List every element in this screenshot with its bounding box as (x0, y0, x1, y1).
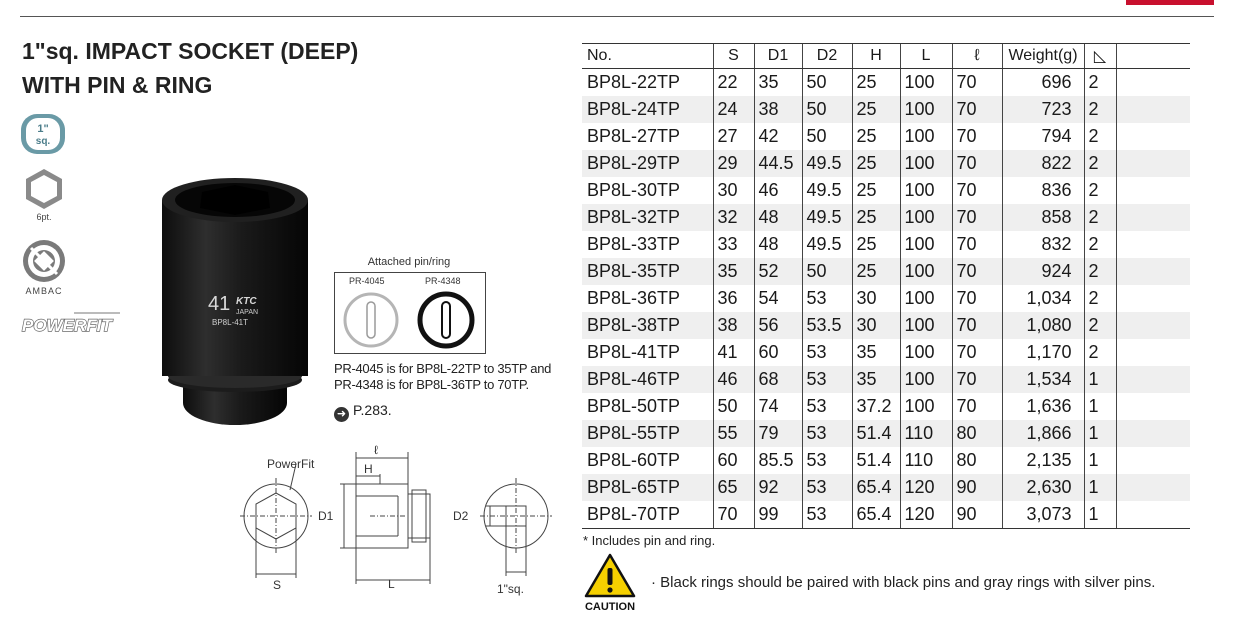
table-cell: 100 (900, 339, 952, 366)
blank-cell (1116, 150, 1190, 177)
table-cell: 35 (754, 69, 802, 97)
table-cell: 1 (1084, 420, 1116, 447)
table-cell: 3,073 (1002, 501, 1084, 529)
table-cell: 70 (952, 69, 1002, 97)
table-row (582, 69, 1190, 97)
blank-cell (1116, 312, 1190, 339)
table-cell: 80 (952, 447, 1002, 474)
table-cell: 80 (952, 420, 1002, 447)
table-cell: 100 (900, 231, 952, 258)
square-drive-icon (20, 113, 66, 155)
svg-text:sq.: sq. (35, 136, 51, 147)
table-cell: 70 (952, 258, 1002, 285)
table-cell: 70 (713, 501, 754, 529)
table-cell: 49.5 (802, 204, 852, 231)
dimension-diagram (230, 444, 560, 604)
model-number-cell: BP8L-33TP (587, 234, 681, 254)
model-number-cell: BP8L-29TP (582, 150, 713, 177)
table-cell: 56 (754, 312, 802, 339)
table-cell: 822 (1002, 150, 1084, 177)
model-number-cell: BP8L-27TP (587, 126, 681, 146)
table-cell: 42 (754, 123, 802, 150)
table-cell: 100 (900, 123, 952, 150)
table-cell: 1,034 (1002, 285, 1084, 312)
pin-ring-note (334, 361, 551, 393)
svg-text:1"sq.: 1"sq. (497, 582, 524, 596)
svg-text:CAUTION: CAUTION (584, 601, 636, 613)
blank-cell (1116, 123, 1190, 150)
table-cell: 49.5 (802, 150, 852, 177)
model-number-cell: BP8L-50TP (587, 396, 681, 416)
table-cell: 100 (900, 393, 952, 420)
table-cell: 33 (713, 231, 754, 258)
table-cell: 55 (713, 420, 754, 447)
blank-cell (1116, 285, 1190, 312)
table-cell: 30 (852, 312, 900, 339)
black-ring-icon (415, 290, 477, 350)
table-cell: 794 (1002, 123, 1084, 150)
model-number-cell: BP8L-41TP (587, 342, 681, 362)
table-cell: 2 (1084, 231, 1116, 258)
table-cell: 53 (802, 501, 852, 529)
table-cell: 85.5 (754, 447, 802, 474)
svg-text:BP8L-41T: BP8L-41T (212, 318, 249, 327)
table-row (582, 447, 1190, 474)
col-header: L (900, 44, 952, 69)
table-cell: 25 (852, 231, 900, 258)
pin-ring-title: Attached pin/ring (367, 256, 451, 268)
table-cell: 65.4 (852, 501, 900, 529)
table-cell: 924 (1002, 258, 1084, 285)
svg-text:D2: D2 (453, 509, 469, 523)
table-cell: 74 (754, 393, 802, 420)
table-cell: 1 (1084, 447, 1116, 474)
table-cell: 53 (802, 366, 852, 393)
table-cell: 35 (852, 366, 900, 393)
table-cell: 70 (952, 177, 1002, 204)
table-cell: 29 (713, 150, 754, 177)
table-cell: 70 (952, 123, 1002, 150)
svg-text:ℓ: ℓ (374, 444, 378, 457)
table-cell: 90 (952, 501, 1002, 529)
caution-text: · Black rings should be paired with black pins and gray rings with silver pins. (651, 574, 1156, 591)
table-cell: 2,630 (1002, 474, 1084, 501)
table-row (582, 123, 1190, 150)
svg-text:S: S (273, 578, 282, 592)
table-cell: 50 (802, 69, 852, 97)
table-cell: 49.5 (802, 231, 852, 258)
pin-ring-box (334, 272, 486, 354)
table-cell: 836 (1002, 177, 1084, 204)
table-cell: 32 (713, 204, 754, 231)
blank-cell (1116, 420, 1190, 447)
title-line-2: WITH PIN & RING (22, 72, 213, 98)
header-accent-bar (1126, 0, 1214, 5)
blank-cell (1116, 258, 1190, 285)
table-cell: 70 (952, 366, 1002, 393)
model-number-cell: BP8L-35TP (582, 258, 713, 285)
table-cell: 90 (952, 474, 1002, 501)
table-cell: 51.4 (852, 420, 900, 447)
table-cell: 70 (952, 339, 1002, 366)
table-cell: 120 (900, 501, 952, 529)
table-cell: 70 (952, 96, 1002, 123)
table-cell: 25 (852, 204, 900, 231)
table-cell: 100 (900, 366, 952, 393)
table-cell: 48 (754, 231, 802, 258)
table-cell: 70 (952, 150, 1002, 177)
table-cell: 100 (900, 177, 952, 204)
table-cell: 37.2 (852, 393, 900, 420)
arrow-right-icon: ➜ (334, 407, 349, 422)
table-row (582, 474, 1190, 501)
table-cell: 2 (1084, 339, 1116, 366)
table-cell: 100 (900, 258, 952, 285)
gray-ring-icon (340, 290, 402, 350)
table-cell: 723 (1002, 96, 1084, 123)
table-row (582, 393, 1190, 420)
title-line-1: 1"sq. IMPACT SOCKET (DEEP) (22, 38, 359, 64)
table-cell: 1,534 (1002, 366, 1084, 393)
table-cell: 92 (754, 474, 802, 501)
table-cell: 53 (802, 447, 852, 474)
table-cell: 100 (900, 285, 952, 312)
col-header: No. (582, 44, 713, 69)
pin-left-label: PR-4045 (349, 276, 385, 286)
table-cell: 25 (852, 258, 900, 285)
table-cell: 2 (1084, 204, 1116, 231)
col-header: Weight(g) (1002, 44, 1084, 69)
model-number-cell: BP8L-65TP (582, 474, 713, 501)
table-cell: 70 (952, 393, 1002, 420)
col-header: ℓ (952, 44, 1002, 69)
model-number-cell: BP8L-22TP (587, 72, 681, 92)
col-header: D1 (754, 44, 802, 69)
table-cell: 51.4 (852, 447, 900, 474)
table-cell: 41 (713, 339, 754, 366)
svg-text:1": 1" (37, 123, 49, 135)
table-cell: 2 (1084, 258, 1116, 285)
table-cell: 70 (952, 231, 1002, 258)
table-cell: 50 (802, 123, 852, 150)
table-cell: 25 (852, 69, 900, 97)
table-cell: 2 (1084, 123, 1116, 150)
table-cell: 53 (802, 474, 852, 501)
blank-cell (1116, 204, 1190, 231)
table-cell: 46 (754, 177, 802, 204)
col-header (1116, 44, 1190, 69)
table-cell: 1 (1084, 393, 1116, 420)
model-number-cell: BP8L-24TP (582, 96, 713, 123)
socket-product-image (150, 170, 320, 440)
table-row (582, 285, 1190, 312)
table-cell: 79 (754, 420, 802, 447)
svg-text:KTC: KTC (236, 296, 257, 307)
model-number-cell: BP8L-38TP (582, 312, 713, 339)
blank-cell (1116, 393, 1190, 420)
table-cell: 30 (713, 177, 754, 204)
table-cell: 2,135 (1002, 447, 1084, 474)
blank-cell (1116, 231, 1190, 258)
table-header-row (582, 44, 1190, 69)
table-cell: 2 (1084, 150, 1116, 177)
table-cell: 1,866 (1002, 420, 1084, 447)
table-cell: 2 (1084, 69, 1116, 97)
svg-text:AMBAC: AMBAC (25, 286, 63, 296)
page-reference-link[interactable] (334, 402, 392, 422)
powerfit-logo (20, 306, 128, 336)
table-cell: 110 (900, 420, 952, 447)
header-rule (20, 16, 1214, 17)
table-row (582, 204, 1190, 231)
model-number-cell: BP8L-32TP (582, 204, 713, 231)
table-cell: 100 (900, 69, 952, 97)
table-row (582, 420, 1190, 447)
blank-cell (1116, 474, 1190, 501)
table-cell: 60 (754, 339, 802, 366)
caution-icon (582, 552, 638, 614)
table-cell: 25 (852, 123, 900, 150)
table-cell: 1,080 (1002, 312, 1084, 339)
svg-text:PowerFit: PowerFit (267, 457, 315, 471)
pin-note-line-2: PR-4348 is for BP8L-36TP to 70TP. (334, 377, 529, 392)
table-cell: 60 (713, 447, 754, 474)
pin-note-line-1: PR-4045 is for BP8L-22TP to 35TP and (334, 361, 552, 376)
spec-table (582, 43, 1190, 529)
table-cell: 1 (1084, 474, 1116, 501)
table-cell: 696 (1002, 69, 1084, 97)
table-cell: 38 (713, 312, 754, 339)
table-row (582, 231, 1190, 258)
table-cell: 110 (900, 447, 952, 474)
model-number-cell: BP8L-55TP (582, 420, 713, 447)
table-cell: 53 (802, 393, 852, 420)
table-cell: 120 (900, 474, 952, 501)
table-cell: 1 (1084, 501, 1116, 529)
blank-cell (1116, 69, 1190, 97)
table-cell: 53 (802, 339, 852, 366)
page-title (22, 34, 358, 102)
table-cell: 1,636 (1002, 393, 1084, 420)
table-cell: 50 (802, 96, 852, 123)
table-cell: 22 (713, 69, 754, 97)
table-cell: 25 (852, 177, 900, 204)
ambac-icon (18, 237, 70, 297)
table-cell: 49.5 (802, 177, 852, 204)
table-cell: 65.4 (852, 474, 900, 501)
svg-text:L: L (388, 577, 395, 591)
table-cell: 27 (713, 123, 754, 150)
blank-cell (1116, 447, 1190, 474)
table-cell: 35 (713, 258, 754, 285)
table-cell: 2 (1084, 177, 1116, 204)
table-cell: 1 (1084, 366, 1116, 393)
table-cell: 24 (713, 96, 754, 123)
table-cell: 38 (754, 96, 802, 123)
col-header: S (713, 44, 754, 69)
table-cell: 68 (754, 366, 802, 393)
table-row (582, 150, 1190, 177)
model-number-cell: BP8L-30TP (587, 180, 681, 200)
table-cell: 53 (802, 420, 852, 447)
table-cell: 832 (1002, 231, 1084, 258)
svg-text:6pt.: 6pt. (36, 212, 52, 222)
box-quantity-icon: ◺ (1084, 44, 1116, 69)
svg-text:H: H (364, 462, 373, 476)
table-cell: 53 (802, 285, 852, 312)
table-cell: 35 (852, 339, 900, 366)
blank-cell (1116, 177, 1190, 204)
page-reference-text: P.283. (353, 402, 392, 418)
table-cell: 36 (713, 285, 754, 312)
table-cell: 100 (900, 204, 952, 231)
table-cell: 52 (754, 258, 802, 285)
table-cell: 25 (852, 96, 900, 123)
svg-text:D1: D1 (318, 509, 334, 523)
table-cell: 2 (1084, 285, 1116, 312)
table-cell: 50 (713, 393, 754, 420)
table-cell: 70 (952, 204, 1002, 231)
table-cell: 99 (754, 501, 802, 529)
blank-cell (1116, 339, 1190, 366)
col-header: D2 (802, 44, 852, 69)
model-number-cell: BP8L-60TP (587, 450, 681, 470)
table-row (582, 501, 1190, 529)
table-cell: 25 (852, 150, 900, 177)
table-cell: 70 (952, 285, 1002, 312)
col-header: H (852, 44, 900, 69)
table-cell: 30 (852, 285, 900, 312)
table-cell: 53.5 (802, 312, 852, 339)
footnote: * Includes pin and ring. (583, 533, 716, 548)
table-cell: 2 (1084, 312, 1116, 339)
table-cell: 44.5 (754, 150, 802, 177)
table-row (582, 177, 1190, 204)
table-cell: 46 (713, 366, 754, 393)
table-cell: 70 (952, 312, 1002, 339)
blank-cell (1116, 501, 1190, 529)
table-cell: 48 (754, 204, 802, 231)
table-cell: 65 (713, 474, 754, 501)
blank-cell (1116, 96, 1190, 123)
table-row (582, 366, 1190, 393)
pin-right-label: PR-4348 (425, 276, 461, 286)
model-number-cell: BP8L-46TP (582, 366, 713, 393)
model-number-cell: BP8L-70TP (582, 501, 713, 529)
table-row (582, 96, 1190, 123)
table-cell: 858 (1002, 204, 1084, 231)
table-cell: 100 (900, 96, 952, 123)
table-row (582, 258, 1190, 285)
svg-text:41: 41 (208, 293, 231, 315)
model-number-cell: BP8L-36TP (587, 288, 681, 308)
table-cell: 54 (754, 285, 802, 312)
table-cell: 100 (900, 312, 952, 339)
table-row (582, 312, 1190, 339)
svg-text:JAPAN: JAPAN (236, 309, 259, 316)
table-cell: 1,170 (1002, 339, 1084, 366)
hexagon-6pt-icon (22, 167, 66, 223)
table-cell: 50 (802, 258, 852, 285)
svg-text:POWERFIT: POWERFIT (22, 316, 112, 335)
table-row (582, 339, 1190, 366)
table-cell: 2 (1084, 96, 1116, 123)
blank-cell (1116, 366, 1190, 393)
table-cell: 100 (900, 150, 952, 177)
